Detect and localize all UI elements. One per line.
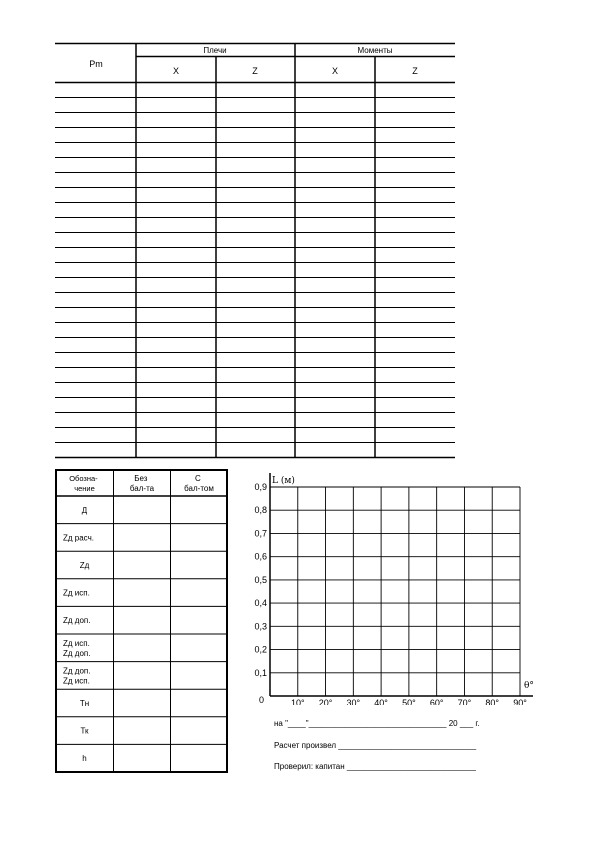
params-row-label: Д [81, 505, 88, 515]
group-header-moments: Моменты [357, 46, 393, 55]
params-row-label: Тк [80, 726, 89, 736]
calc-date-line: на "____"_______________________________ 20 ___ г. [274, 719, 480, 728]
y-tick-label: 0,1 [254, 667, 267, 678]
y-tick-label: 0,7 [254, 528, 267, 539]
stability-diagram [240, 465, 540, 705]
params-row-label: Zд исп. Zд доп. [63, 638, 91, 658]
y-tick-label: 0,3 [254, 621, 267, 632]
calc-by-line: Расчет произвел _______________________________ [274, 741, 477, 750]
group-header-arms: Плечи [203, 46, 227, 55]
col-header-moments-z: Z [412, 66, 418, 76]
x-tick-label: 70° [457, 698, 472, 705]
x-tick-label: 40° [374, 698, 388, 705]
top-table-row-lines [55, 98, 455, 458]
x-tick-label: 30° [346, 698, 361, 705]
params-header-with-ballast: С бал-том [184, 474, 214, 493]
checked-by-line: Проверил: капитан _____________________________ [274, 762, 476, 771]
origin-label: 0 [259, 695, 265, 705]
col-header-moments-x: X [331, 66, 339, 76]
params-row-label: Zд исп. [63, 588, 90, 598]
params-header-designation: Обозна- чение [69, 474, 98, 493]
x-tick-label: 80° [485, 698, 500, 705]
x-tick-label: 20° [318, 698, 333, 705]
y-tick-label: 0,8 [254, 505, 267, 516]
x-tick-label: 50° [402, 698, 416, 705]
x-tick-label: 10° [290, 698, 305, 705]
params-row-label: Zд доп. [63, 616, 91, 626]
x-tick-label: 90° [513, 698, 527, 705]
chart-tick-labels [254, 482, 527, 705]
y-tick-label: 0,2 [254, 644, 267, 655]
y-tick-label: 0,5 [254, 574, 267, 585]
params-row-label: h [82, 754, 87, 764]
params-header-no-ballast: Без бал-та [129, 474, 155, 493]
params-row-label: Zд доп. Zд исп. [63, 666, 91, 686]
params-row-label: Zд расч. [63, 533, 94, 543]
y-tick-label: 0,6 [254, 551, 267, 562]
col-header-arms-x: X [172, 66, 180, 76]
params-row-label: Тн [79, 699, 90, 708]
params-row-label: Zд [79, 561, 90, 570]
y-tick-label: 0,9 [254, 482, 267, 492]
chart-grid [270, 473, 533, 696]
y-tick-label: 0,4 [254, 598, 267, 609]
y-axis-label: L (м) [272, 476, 295, 486]
x-axis-label: θ° [524, 681, 534, 691]
col-header-arms-z: Z [252, 66, 258, 76]
x-tick-label: 60° [429, 698, 444, 705]
col-header-pm: Pm [89, 59, 103, 69]
